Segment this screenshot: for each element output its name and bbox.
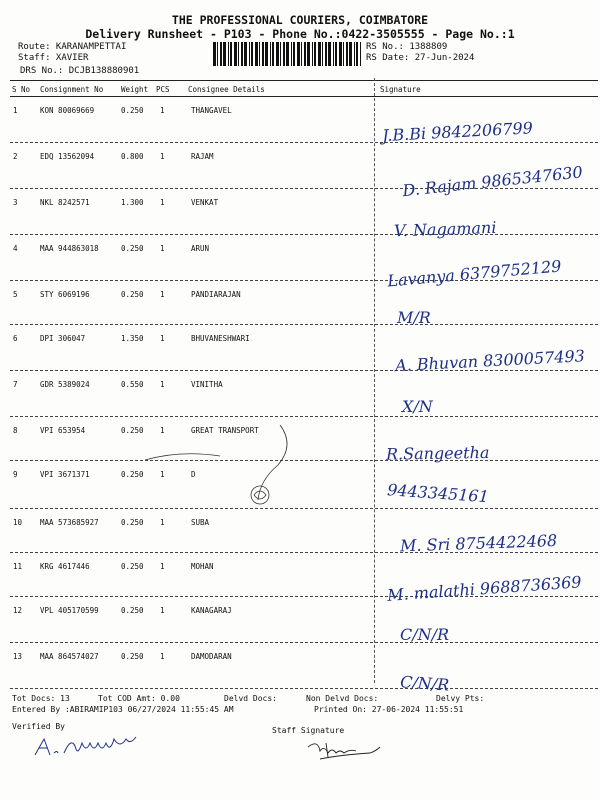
svg-text:M. malathi 9688736369: M. malathi 9688736369 [386,572,583,605]
row-pcs: 1 [160,652,165,661]
row-weight: 0.250 [121,562,144,571]
svg-text:C/N/R: C/N/R [399,672,450,695]
row-weight: 0.550 [121,380,144,389]
row-consignment: MAA 573685927 [40,518,99,527]
header-bottom-rule [10,96,598,97]
row-signature [385,474,595,518]
row-sno: 8 [13,426,18,435]
row-sno: 9 [13,470,18,479]
row-weight: 1.300 [121,198,144,207]
row-pcs: 1 [160,606,165,615]
signature-column-divider [374,78,375,683]
row-consignment: NKL 8242571 [40,198,90,207]
row-signature [398,520,600,564]
row-consignee: GREAT TRANSPORT [191,426,259,435]
row-sno: 12 [13,606,23,615]
row-signature [380,108,590,152]
row-consignee: PANDIARAJAN [191,290,241,299]
row-signature [385,566,595,610]
row-weight: 0.250 [121,106,144,115]
row-pcs: 1 [160,290,165,299]
non-delvd-docs: Non Delvd Docs: [306,694,379,703]
svg-text:M. Sri 8754422468: M. Sri 8754422468 [399,530,558,556]
entered-by: Entered By :ABIRAMIP103 06/27/2024 11:55:45 AM [12,705,234,714]
svg-text:9443345161: 9443345161 [386,480,490,507]
runsheet-subtitle: Delivery Runsheet - P103 - Phone No.:0422-3505555 - Page No.:1 [85,27,515,41]
row-consignment: KRG 4617446 [40,562,90,571]
row-weight: 0.250 [121,470,144,479]
row-consignee: DAMODARAN [191,652,232,661]
column-consignee: Consignee Details [188,85,265,94]
row-weight: 0.800 [121,152,144,161]
staff-signature [300,735,390,765]
row-consignment: EDQ 13562094 [40,152,95,161]
row-consignment: KON 80069669 [40,106,95,115]
row-sno: 3 [13,198,18,207]
row-pcs: 1 [160,518,165,527]
drs-number: DRS No.: DCJB138880901 [20,66,140,76]
row-signature [385,250,595,294]
row-signature [398,666,600,710]
row-pcs: 1 [160,562,165,571]
route-label: Route: KARANAMPETTAI [18,42,127,52]
column-sno: S No [12,85,31,94]
header-top-rule [10,80,598,81]
column-signature: Signature [380,85,421,94]
row-weight: 1.350 [121,334,144,343]
row-pcs: 1 [160,106,165,115]
row-signature [400,384,600,428]
row-weight: 0.250 [121,518,144,527]
row-pcs: 1 [160,152,165,161]
row-sno: 4 [13,244,18,253]
row-consignee: D [191,470,196,479]
row-consignee: KANAGARAJ [191,606,232,615]
row-sno: 2 [13,152,18,161]
row-pcs: 1 [160,426,165,435]
row-weight: 0.250 [121,426,144,435]
tot-cod: Tot COD Amt: 0.00 [98,694,180,703]
svg-text:A. Bhuvan 8300057493: A. Bhuvan 8300057493 [394,346,586,376]
column-weight: Weight [121,85,149,94]
rs-number: RS No.: 1388809 [366,42,448,52]
row-consignment: GDR 5389024 [40,380,90,389]
row-sno: 13 [13,652,23,661]
svg-text:R.Sangeetha: R.Sangeetha [385,442,490,464]
row-consignment: MAA 944863018 [40,244,99,253]
row-signature [400,158,600,202]
row-consignment: VPL 405170599 [40,606,99,615]
row-weight: 0.250 [121,244,144,253]
row-weight: 0.250 [121,652,144,661]
svg-text:M/R: M/R [397,308,431,327]
staff-signature-label: Staff Signature [272,726,345,735]
svg-text:D. Rajam 9865347630: D. Rajam 9865347630 [401,162,584,201]
column-consignment: Consignment No [40,85,104,94]
verifier-signature [30,733,160,763]
row-consignee: BHUVANESHWARI [191,334,250,343]
tot-docs: Tot Docs: 13 [12,694,70,703]
row-consignee: ARUN [191,244,210,253]
row-consignee: VENKAT [191,198,219,207]
row-signature [393,338,600,382]
row-consignment: MAA 864574027 [40,652,99,661]
row-sno: 5 [13,290,18,299]
row-pcs: 1 [160,470,165,479]
row-signature [398,612,600,656]
row-consignee: MOHAN [191,562,214,571]
stamp-scribble [140,420,310,520]
row-consignee: THANGAVEL [191,106,232,115]
runsheet-title: THE PROFESSIONAL COURIERS, COIMBATORE [171,13,429,27]
svg-text:X/N: X/N [402,397,433,416]
row-pcs: 1 [160,198,165,207]
staff-label: Staff: XAVIER [18,53,89,63]
row-sno: 6 [13,334,18,343]
row-sno: 1 [13,106,18,115]
svg-text:Lavanya 6379752129: Lavanya 6379752129 [386,256,563,291]
row-consignment: DPI 306047 [40,334,86,343]
row-consignment: VPI 653954 [40,426,86,435]
row-pcs: 1 [160,244,165,253]
row-sno: 7 [13,380,18,389]
column-pcs: PCS [156,85,170,94]
row-weight: 0.250 [121,290,144,299]
row-consignment: STY 6069196 [40,290,90,299]
row-consignment: VPI 3671371 [40,470,90,479]
row-signature [392,205,600,249]
row-sno: 11 [13,562,23,571]
delvd-docs: Delvd Docs: [224,694,277,703]
svg-text:J.B.Bi 9842206799: J.B.Bi 9842206799 [381,118,534,146]
row-pcs: 1 [160,380,165,389]
row-consignee: RAJAM [191,152,214,161]
printed-on: Printed On: 27-06-2024 11:55:51 [314,705,464,714]
rs-date: RS Date: 27-Jun-2024 [366,53,475,63]
row-consignee: VINITHA [191,380,223,389]
barcode [213,42,361,66]
row-weight: 0.250 [121,606,144,615]
row-signature [384,430,594,474]
row-pcs: 1 [160,334,165,343]
delvy-pts: Delvy Pts: [436,694,485,703]
row-consignee: SUBA [191,518,210,527]
row-sno: 10 [13,518,23,527]
verified-by-label: Verified By [12,722,65,731]
svg-text:V. Nagamani: V. Nagamani [393,217,497,241]
svg-text:C/N/R: C/N/R [400,625,450,644]
row-signature [395,295,600,339]
